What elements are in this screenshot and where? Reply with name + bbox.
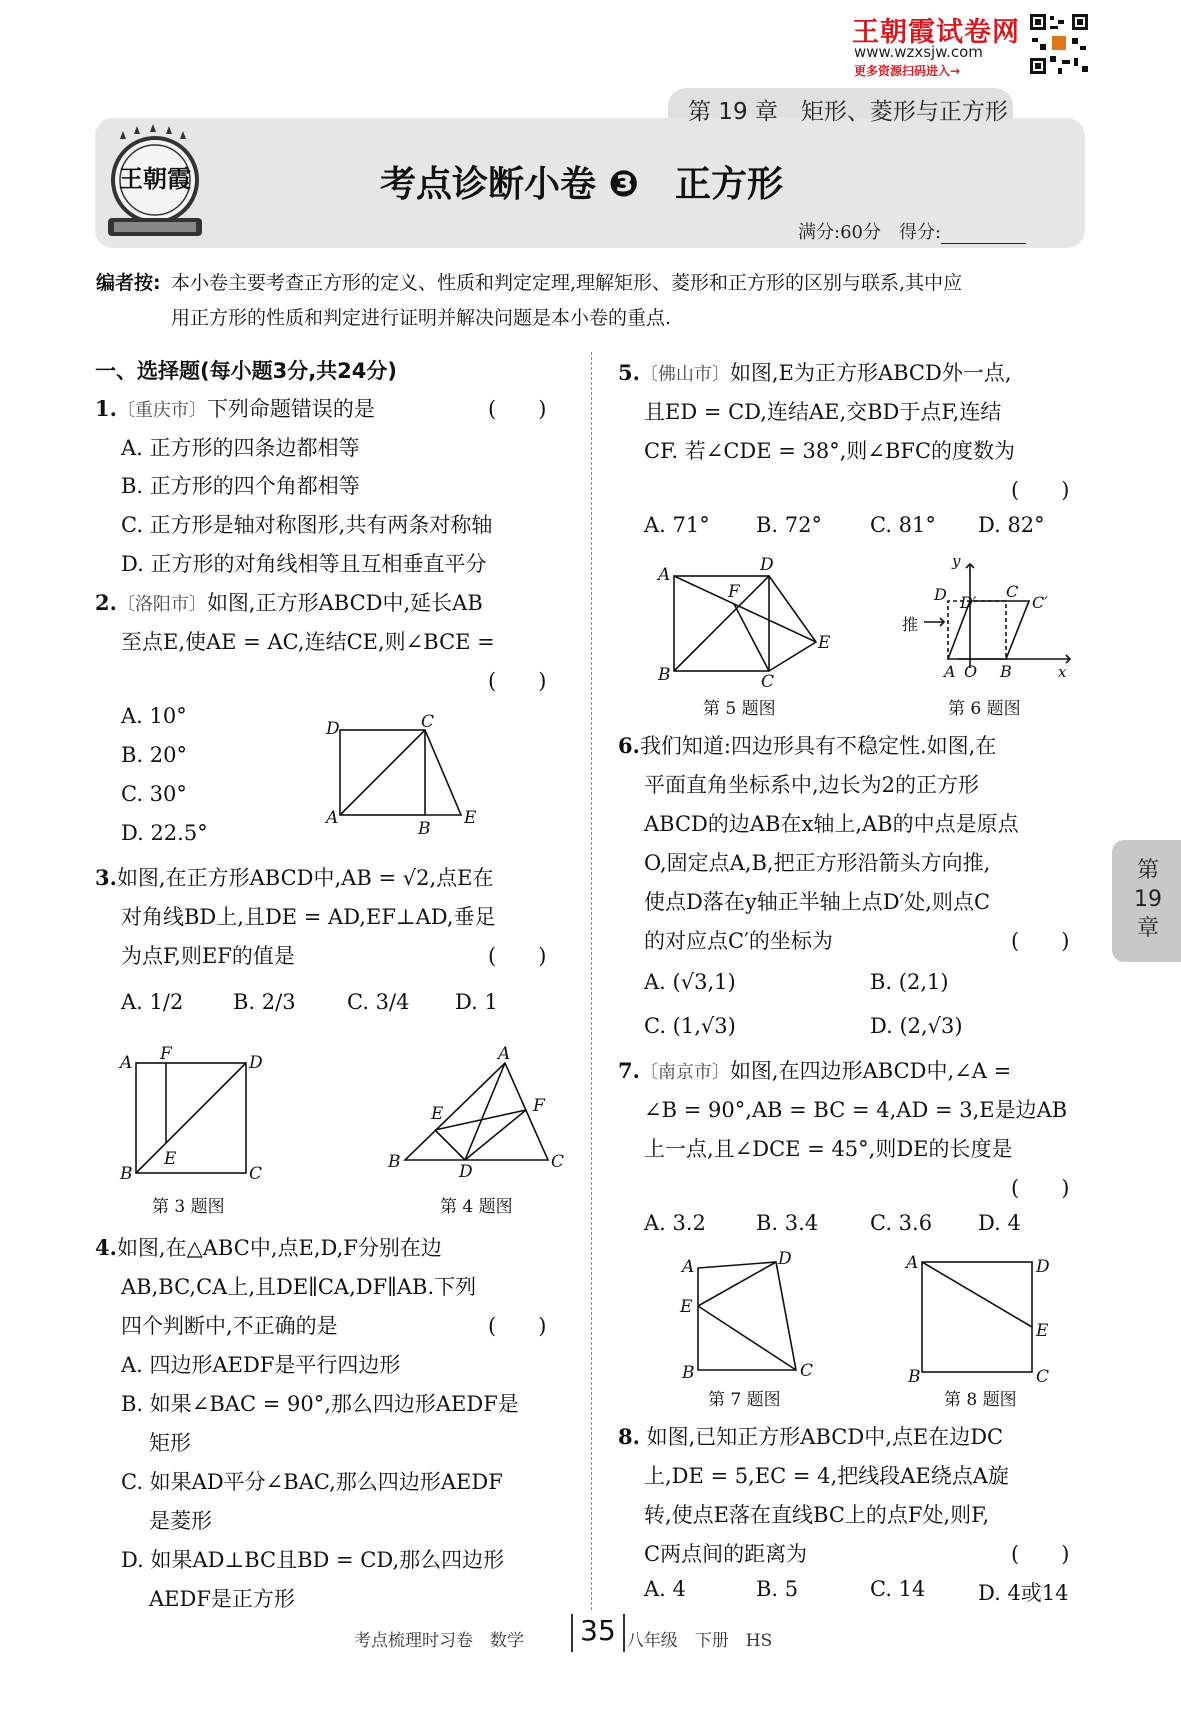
figure-caption: 第 6 题图 (948, 699, 1021, 719)
svg-text:B: B (1000, 662, 1012, 681)
brand-url[interactable]: www.wzxsjw.com (854, 43, 983, 61)
svg-text:F: F (728, 582, 740, 602)
option-a: A. 四边形AEDF是平行四边形 (121, 1353, 401, 1377)
question-2-figure (318, 712, 488, 839)
question-6-stem-line: 平面直角坐标系中,边长为2的正方形 (644, 773, 980, 797)
question-5-stem-line: 且ED = CD,连结AE,交BD于点F,连结 (644, 400, 1002, 424)
footer (354, 1626, 772, 1651)
svg-text:D: D (934, 585, 947, 604)
option-c-cont: 是菱形 (149, 1509, 212, 1533)
option-d: D. 正方形的对角线相等且互相垂直平分 (121, 552, 487, 576)
note-label: 编者按: (96, 272, 161, 294)
svg-text:A: A (498, 1044, 511, 1064)
option-c: C. 正方形是轴对称图形,共有两条对称轴 (121, 513, 493, 537)
question-7-figure (680, 1249, 830, 1383)
svg-text:B: B (682, 1363, 695, 1383)
figure-caption: 第 8 题图 (944, 1390, 1017, 1410)
svg-text:A: A (682, 1257, 695, 1277)
svg-text:F: F (533, 1096, 545, 1116)
question-6-stem-line: ABCD的边AB在x轴上,AB的中点是原点 (644, 812, 1019, 836)
svg-text:E: E (818, 633, 831, 653)
answer-bracket[interactable]: ( ) (488, 397, 547, 421)
push-label: 推 (902, 615, 919, 634)
svg-text:E: E (464, 808, 477, 828)
note-text-line: 本小卷主要考查正方形的定义、性质和判定定理,理解矩形、菱形和正方形的区别与联系,其中应 (171, 272, 963, 294)
svg-text:D: D (459, 1162, 473, 1182)
question-7-stem-line: ∠B = 90°,AB = BC = 4,AD = 3,E是边AB (644, 1098, 1068, 1122)
svg-text:C: C (249, 1164, 263, 1184)
svg-text:x: x (1058, 663, 1067, 681)
brand-title: 王朝霞试卷网 (852, 17, 1020, 48)
question-1-stem: 1.〔重庆市〕下列命题错误的是 (95, 396, 375, 421)
svg-text:B: B (418, 819, 431, 839)
svg-text:E: E (431, 1104, 444, 1124)
page-number: 35 (571, 1614, 625, 1652)
answer-bracket[interactable]: ( ) (488, 1314, 547, 1338)
answer-bracket[interactable]: ( ) (1011, 929, 1070, 953)
svg-text:B: B (658, 665, 671, 685)
question-4-stem-line: 四个判断中,不正确的是 (121, 1314, 338, 1338)
option-c: C. 81° (870, 513, 936, 537)
question-8-figure (900, 1252, 1070, 1387)
svg-text:C′: C′ (1032, 593, 1048, 612)
question-8-stem-line: C两点间的距离为 (644, 1542, 808, 1566)
option-b: B. 正方形的四个角都相等 (121, 474, 360, 498)
option-a: A. 3.2 (644, 1211, 706, 1235)
option-b: B. 72° (756, 513, 823, 537)
svg-text:D: D (326, 719, 340, 739)
svg-text:D: D (760, 555, 774, 575)
svg-text:王朝霞: 王朝霞 (119, 164, 191, 193)
svg-text:E: E (164, 1149, 177, 1169)
option-c: C. (1,√3) (644, 1014, 736, 1038)
svg-text:A: A (120, 1053, 133, 1073)
question-5-stem: 5.〔佛山市〕如图,E为正方形ABCD外一点, (618, 360, 1012, 385)
option-b: B. 20° (121, 743, 188, 767)
option-b: B. (2,1) (870, 970, 949, 994)
question-2-stem-line: 至点E,使AE = AC,连结CE,则∠BCE = (121, 630, 495, 654)
score-line (798, 218, 1026, 244)
question-3-figure (118, 1044, 268, 1184)
question-8-stem-line: 转,使点E落在直线BC上的点F处,则F, (644, 1503, 990, 1527)
figure-caption: 第 7 题图 (708, 1390, 781, 1410)
answer-bracket[interactable]: ( ) (1011, 478, 1070, 502)
option-b-cont: 矩形 (149, 1431, 191, 1455)
svg-text:C: C (421, 712, 435, 732)
option-a: A. 正方形的四条边都相等 (121, 436, 360, 460)
question-4-stem-line: AB,BC,CA上,且DE∥CA,DF∥AB.下列 (121, 1275, 477, 1299)
option-c: C. 14 (870, 1577, 926, 1601)
svg-text:B: B (120, 1164, 133, 1184)
svg-text:B: B (388, 1152, 401, 1172)
option-d: D. 4或14 (978, 1581, 1069, 1605)
svg-text:C: C (1036, 1367, 1050, 1387)
option-a: A. 71° (644, 513, 710, 537)
answer-bracket[interactable]: ( ) (488, 944, 547, 968)
figure-caption: 第 3 题图 (152, 1197, 225, 1217)
score-label: 满分:60分 得分: (798, 222, 942, 243)
option-d: D. (2,√3) (870, 1014, 963, 1038)
publisher-seal-logo (100, 125, 210, 245)
paper-title: 考点诊断小卷 ❸ 正方形 (380, 164, 784, 205)
footer-right: 八年级 下册 HS (626, 1631, 773, 1651)
question-5-figure (656, 555, 836, 692)
option-b: B. 如果∠BAC = 90°,那么四边形AEDF是 (121, 1392, 519, 1416)
option-d: D. 如果AD⊥BC且BD = CD,那么四边形 (121, 1548, 505, 1572)
question-6-stem: 6.我们知道:四边形具有不稳定性.如图,在 (618, 733, 997, 758)
option-d: D. 4 (978, 1211, 1021, 1235)
qr-code-icon[interactable] (1028, 12, 1090, 76)
section-heading: 一、选择题(每小题3分,共24分) (95, 359, 398, 383)
question-4-figure (383, 1044, 573, 1182)
option-a: A. (√3,1) (644, 970, 736, 994)
option-a: A. 1/2 (121, 990, 184, 1014)
svg-text:C: C (1006, 582, 1019, 601)
question-6-stem-line: O,固定点A,B,把正方形沿箭头方向推, (644, 851, 991, 875)
svg-text:O: O (964, 662, 978, 681)
svg-text:B: B (908, 1367, 921, 1387)
answer-bracket[interactable]: ( ) (1011, 1176, 1070, 1200)
figure-caption: 第 5 题图 (703, 699, 776, 719)
chapter-label: 第 19 章 矩形、菱形与正方形 (688, 99, 1008, 125)
option-c: C. 30° (121, 782, 187, 806)
brand-more-resources: 更多资源扫码进入→ (854, 64, 961, 78)
question-3-stem: 3.如图,在正方形ABCD中,AB = √2,点E在 (95, 865, 494, 890)
svg-text:C: C (761, 672, 775, 692)
svg-text:D: D (778, 1249, 792, 1269)
option-c: C. 3.6 (870, 1211, 933, 1235)
question-7-stem-line: 上一点,且∠DCE = 45°,则DE的长度是 (644, 1137, 1013, 1161)
question-5-stem-line: CF. 若∠CDE = 38°,则∠BFC的度数为 (644, 439, 1016, 463)
question-6-stem-line: 使点D落在y轴正半轴上点D′处,则点C (644, 890, 991, 914)
score-blank (941, 225, 1026, 244)
svg-text:A: A (944, 662, 956, 681)
question-3-stem-line: 为点F,则EF的值是 (121, 944, 295, 968)
option-c: C. 3/4 (347, 990, 410, 1014)
chapter-side-label: 第 19 章 (1134, 858, 1162, 941)
svg-text:A: A (658, 565, 671, 585)
svg-text:E: E (680, 1297, 693, 1317)
option-d: D. 22.5° (121, 821, 208, 845)
question-8-stem-line: 上,DE = 5,EC = 4,把线段AE绕点A旋 (644, 1464, 1009, 1488)
option-d: D. 82° (978, 513, 1045, 537)
svg-text:C: C (800, 1361, 814, 1381)
option-a: A. 10° (121, 704, 187, 728)
option-b: B. 2/3 (233, 990, 296, 1014)
option-a: A. 4 (644, 1577, 686, 1601)
svg-text:D: D (1036, 1257, 1050, 1277)
question-3-stem-line: 对角线BD上,且DE = AD,EF⊥AD,垂足 (121, 905, 496, 929)
question-6-stem-line: 的对应点C′的坐标为 (644, 929, 833, 953)
figure-caption: 第 4 题图 (440, 1197, 513, 1217)
option-d: D. 1 (455, 990, 498, 1014)
question-6-figure (898, 552, 1088, 686)
svg-text:F: F (160, 1044, 172, 1064)
column-divider (591, 352, 592, 1610)
option-c: C. 如果AD平分∠BAC,那么四边形AEDF (121, 1470, 503, 1494)
question-8-stem: 8. 如图,已知正方形ABCD中,点E在边DC (618, 1424, 1004, 1449)
svg-text:E: E (1036, 1321, 1049, 1341)
option-d-cont: AEDF是正方形 (149, 1587, 295, 1611)
svg-text:D′: D′ (960, 593, 977, 612)
svg-text:A: A (326, 808, 339, 828)
svg-text:C: C (551, 1152, 565, 1172)
svg-text:y: y (952, 552, 961, 570)
answer-bracket[interactable]: ( ) (1011, 1542, 1070, 1566)
question-4-stem: 4.如图,在△ABC中,点E,D,F分别在边 (95, 1235, 442, 1260)
svg-text:D: D (249, 1053, 263, 1073)
answer-bracket[interactable]: ( ) (488, 669, 547, 693)
question-7-stem: 7.〔南京市〕如图,在四边形ABCD中,∠A = (618, 1058, 1012, 1083)
svg-text:A: A (906, 1253, 919, 1273)
note-text-line: 用正方形的性质和判定进行证明并解决问题是本小卷的重点. (171, 307, 672, 329)
question-2-stem: 2.〔洛阳市〕如图,正方形ABCD中,延长AB (95, 590, 483, 615)
footer-left: 考点梳理时习卷 数学 (354, 1631, 524, 1651)
option-b: B. 3.4 (756, 1211, 819, 1235)
option-b: B. 5 (756, 1577, 799, 1601)
